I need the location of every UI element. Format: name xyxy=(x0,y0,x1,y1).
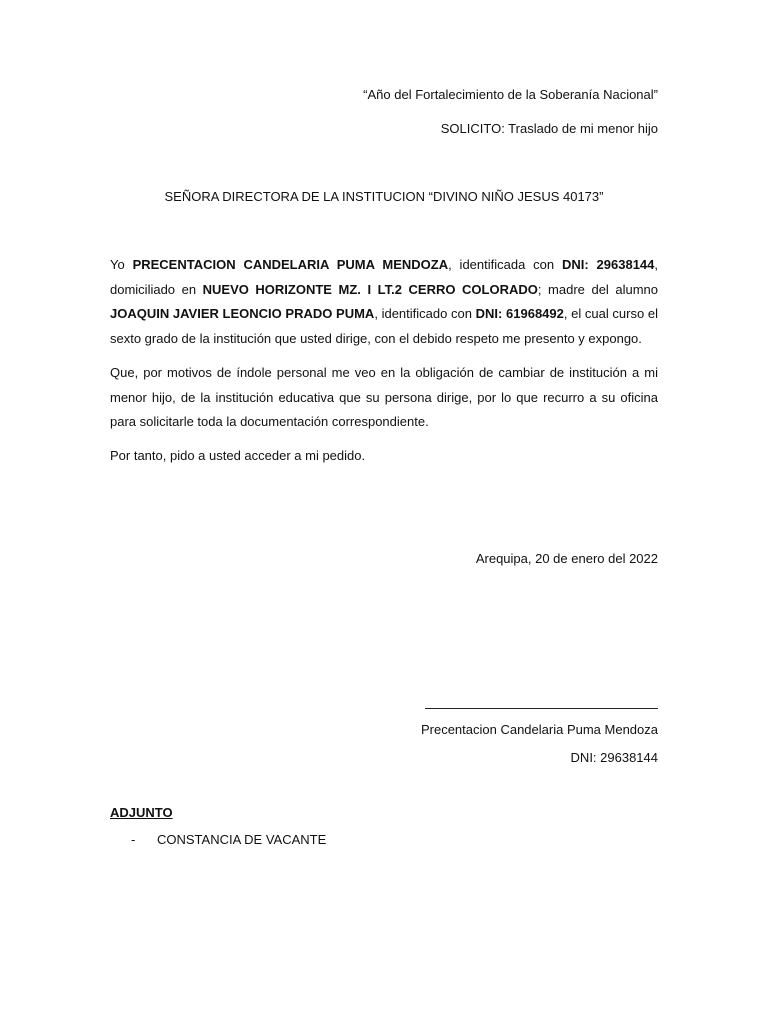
intro-text: , el cual curso el sexto grado de la institución que usted dirige, con el debido respeto me presento y expongo. xyxy=(110,306,658,346)
intro-text: Yo xyxy=(110,257,133,272)
date-line: Arequipa, 20 de enero del 2022 xyxy=(475,551,658,566)
year-motto: “Año del Fortalecimiento de la Soberanía Nacional” xyxy=(363,87,658,102)
attachment-bullet: - xyxy=(131,832,136,847)
signature-name: Precentacion Candelaria Puma Mendoza xyxy=(420,722,658,737)
intro-text: , domiciliado en xyxy=(110,257,659,297)
applicant-name: PRECENTACION CANDELARIA PUMA MENDOZA xyxy=(132,257,449,272)
signature-line xyxy=(425,708,658,709)
paragraph-reason: Que, por motivos de índole personal me veo en la obligación de cambiar de institución a mi menor hijo, de la institución educativa que su persona dirige, por lo que recurro a su oficina para solicitarle toda la documentación correspondiente. xyxy=(110,365,658,429)
applicant-dni: DNI: 29638144 xyxy=(561,257,655,272)
intro-text: ; madre del alumno xyxy=(537,281,659,297)
intro-text: , identificada con xyxy=(448,257,562,272)
addressee: SEÑORA DIRECTORA DE LA INSTITUCION “DIVINO NIÑO JESUS 40173” xyxy=(164,189,604,204)
subject-line: SOLICITO: Traslado de mi menor hijo xyxy=(440,121,658,136)
intro-text: , identificado con xyxy=(374,306,476,321)
student-dni: DNI: 61968492 xyxy=(475,306,564,321)
attachments-heading: ADJUNTO xyxy=(110,805,173,820)
paragraph-request: Por tanto, pido a usted acceder a mi pedido. xyxy=(110,448,366,463)
applicant-address: NUEVO HORIZONTE MZ. I LT.2 CERRO COLORADO xyxy=(202,281,538,297)
signature-dni: DNI: 29638144 xyxy=(570,750,658,765)
paragraph-intro xyxy=(110,253,658,351)
attachment-item: CONSTANCIA DE VACANTE xyxy=(157,832,327,847)
student-name: JOAQUIN JAVIER LEONCIO PRADO PUMA xyxy=(110,306,375,321)
